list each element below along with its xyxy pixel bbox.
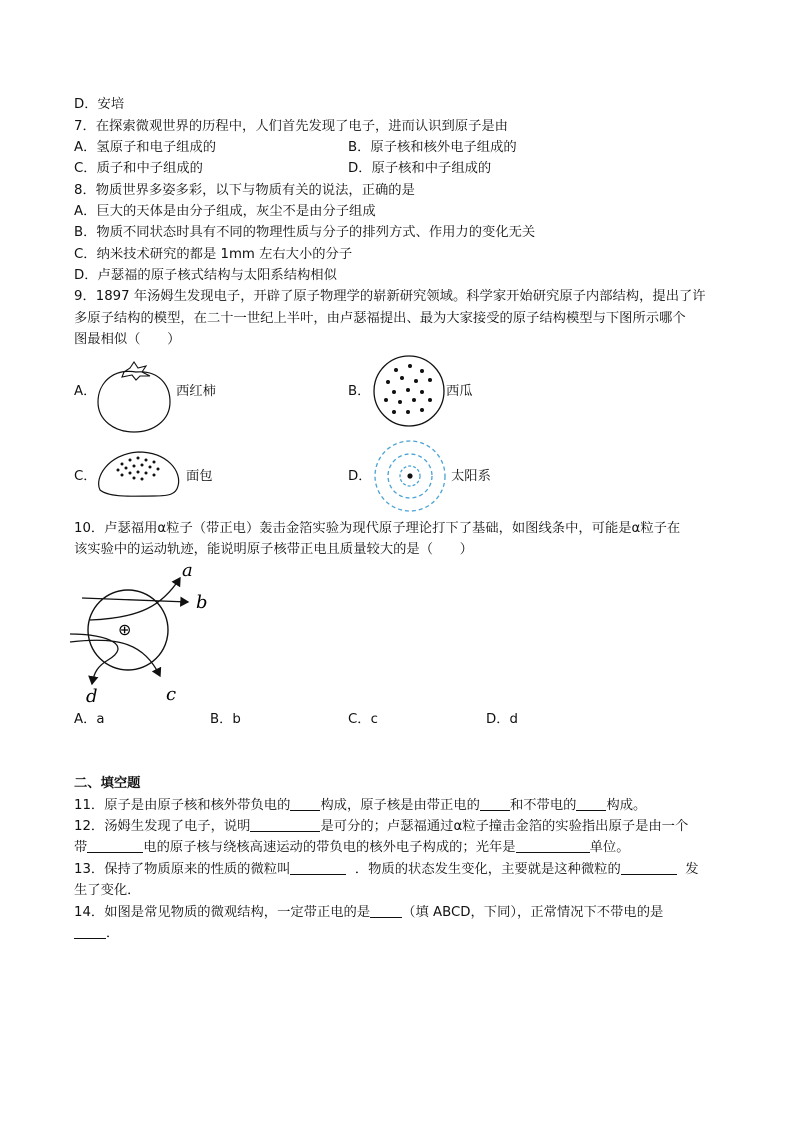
q9-text-b: 西瓜 <box>446 384 473 399</box>
q8-option-d: D．卢瑟福的原子核式结构与太阳系结构相似 <box>74 268 337 283</box>
bread-icon <box>94 448 184 500</box>
q10-option-a: A．a <box>74 712 105 727</box>
q13-blank-1[interactable] <box>290 860 346 875</box>
q8-option-c: C．纳米技术研究的都是 1mm 左右大小的分子 <box>74 247 353 262</box>
q9-label-a: A． <box>74 384 97 399</box>
q14-text-1: 14．如图是常见物质的微观结构，一定带正电的是 <box>74 905 371 920</box>
watermelon-icon <box>372 354 448 430</box>
q12-line2 <box>74 838 630 858</box>
q13-line1 <box>74 860 699 880</box>
q8-stem: 8．物质世界多姿多彩，以下与物质有关的说法，正确的是 <box>74 183 415 198</box>
q10-option-c: C．c <box>348 712 378 727</box>
q6-option-d: D．安培 <box>74 97 125 112</box>
q10-stem-line1: 10．卢瑟福用α粒子（带正电）轰击金箔实验为现代原子理论打下了基础，如图线条中，可能是α粒子在 <box>74 521 681 536</box>
q12-text-5: 单位。 <box>589 840 630 855</box>
solar-system-icon <box>372 438 448 514</box>
q13-text-1: 13．保持了物质原来的性质的微粒叫 <box>74 862 291 877</box>
nucleus-plus-symbol: ⊕ <box>118 620 132 639</box>
q11-text-3: 和不带电的 <box>509 798 577 813</box>
q11-blank-1[interactable] <box>290 796 320 811</box>
q13-text-3: 发 <box>685 862 699 877</box>
trajectory-label-c: c <box>166 684 177 705</box>
q7-option-c: C．质子和中子组成的 <box>74 161 203 176</box>
trajectory-label-b: b <box>196 592 208 613</box>
q9-label-d: D． <box>348 469 372 484</box>
trajectory-label-a: a <box>182 560 193 581</box>
q12-blank-2[interactable] <box>87 838 143 853</box>
q11-text-1: 11．原子是由原子核和核外带负电的 <box>74 798 291 813</box>
q10-stem-line2: 该实验中的运动轨迹，能说明原子核带正电且质量较大的是（ ） <box>74 542 473 557</box>
trajectory-label-d: d <box>86 686 98 707</box>
q11-text-2: 构成，原子核是由带正电的 <box>320 798 480 813</box>
q9-text-a: 西红柿 <box>176 384 216 399</box>
q13-text-2: ．物质的状态发生变化，主要就是这种微粒的 <box>354 862 621 877</box>
q9-stem-line1: 9．1897 年汤姆生发现电子，开辟了原子物理学的崭新研究领域。科学家开始研究原子内部结构，提出了许 <box>74 289 706 304</box>
q11-blank-3[interactable] <box>576 796 606 811</box>
q14-line2 <box>74 924 119 944</box>
q13-line2: 生了变化． <box>74 883 141 898</box>
q13-blank-2[interactable] <box>621 860 677 875</box>
q9-text-d: 太阳系 <box>451 469 491 484</box>
q14-blank-1[interactable] <box>370 903 402 918</box>
q8-option-b: B．物质不同状态时具有不同的物理性质与分子的排列方式、作用力的变化无关 <box>74 225 536 240</box>
q12-text-3: 带 <box>74 840 88 855</box>
q9-label-c: C． <box>74 469 97 484</box>
q9-stem-line2: 多原子结构的模型，在二十一世纪上半叶，由卢瑟福提出、最为大家接受的原子结构模型与下图所示哪个 <box>74 311 686 326</box>
q12-line1 <box>74 817 688 837</box>
q12-text-1: 12．汤姆生发现了电子，说明 <box>74 819 251 834</box>
q14-line1 <box>74 903 663 923</box>
q14-blank-2[interactable] <box>74 924 106 939</box>
q14-text-3: ． <box>106 926 120 941</box>
q7-option-a: A．氢原子和电子组成的 <box>74 140 217 155</box>
q7-option-d: D．原子核和中子组成的 <box>348 161 492 176</box>
q12-blank-1[interactable] <box>250 817 320 832</box>
q12-blank-3[interactable] <box>516 838 590 853</box>
q11-text-4: 构成。 <box>606 798 647 813</box>
q11 <box>74 796 646 816</box>
q10-option-d: D．d <box>486 712 518 727</box>
q14-text-2: （填 ABCD，下同），正常情况下不带电的是 <box>402 905 664 920</box>
q8-option-a: A．巨大的天体是由分子组成，灰尘不是由分子组成 <box>74 204 376 219</box>
alpha-scattering-figure <box>60 560 220 710</box>
q11-blank-2[interactable] <box>480 796 510 811</box>
q10-option-b: B．b <box>210 712 241 727</box>
q12-text-4: 电的原子核与绕核高速运动的带负电的核外电子构成的；光年是 <box>143 840 516 855</box>
section-heading-fill-in: 二、填空题 <box>74 776 141 791</box>
q7-stem: 7．在探索微观世界的历程中，人们首先发现了电子，进而认识到原子是由 <box>74 119 508 134</box>
q7-option-b: B．原子核和核外电子组成的 <box>348 140 517 155</box>
q12-text-2: 是可分的；卢瑟福通过α粒子撞击金箔的实验指出原子是由一个 <box>320 819 689 834</box>
tomato-icon <box>94 360 178 436</box>
q9-label-b: B． <box>348 384 371 399</box>
q9-stem-line3: 图最相似（ ） <box>74 332 181 347</box>
q9-text-c: 面包 <box>186 469 213 484</box>
